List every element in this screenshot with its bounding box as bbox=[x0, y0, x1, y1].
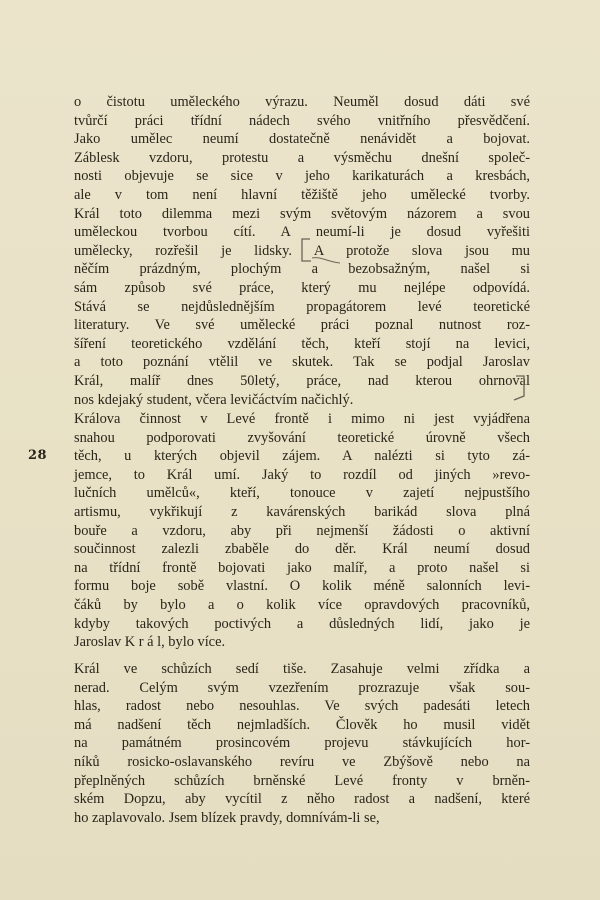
text-line: Záblesk vzdoru, protestu a výsměchu dnešní společ- bbox=[74, 149, 530, 166]
text-line: kdyby takových poctivých a důsledných lidí, jako je bbox=[74, 615, 530, 632]
text-line: Jako umělec neumí dostatečně nenávidět a bojovat. bbox=[74, 131, 530, 148]
text-line: nos kdejaký student, včera levičáctvím načichlý. bbox=[74, 391, 354, 408]
text-line: Králova činnost v Levé frontě i mimo ni jest vyjádřena bbox=[74, 411, 530, 427]
text-line: snahou podporovati zvyšování teoretické úrovně všech bbox=[74, 429, 530, 446]
text-line: hlas, radost nebo nesouhlas. Ve svých padesáti letech bbox=[74, 698, 530, 715]
text-line: čáků by bylo a o kolik více opravdových pracovníků, bbox=[74, 596, 530, 613]
text-line: Král toto dilemma mezi svým světovým názorem a svou bbox=[74, 205, 530, 222]
text-line: součinnost zalezli zbaběle do děr. Král neumí dosud bbox=[74, 541, 530, 558]
text-line: na třídní frontě bojovati jako malíř, a proto našel si bbox=[74, 559, 530, 576]
text-line: literatury. Ve své umělecké práci poznal nutnost roz- bbox=[74, 317, 530, 334]
paragraph-3 bbox=[74, 660, 530, 827]
text-line: ale v tom není hlavní těžiště jeho umělecké tvorby. bbox=[74, 186, 530, 203]
text-line: a toto poznání vtělil ve skutek. Tak se podjal Jaroslav bbox=[74, 354, 530, 371]
text-line: níků rosicko-oslavanského revíru ve Zbýšově nebo na bbox=[74, 753, 530, 770]
text-line: o čistotu uměleckého výrazu. Neuměl dosud dáti své bbox=[74, 94, 530, 110]
text-line: něčím prázdným, plochým a bezobsažným, našel si bbox=[74, 261, 530, 278]
text-line: na památném prosincovém projevu stávkujících hor- bbox=[74, 735, 530, 752]
paragraph-2 bbox=[74, 410, 530, 652]
text-line: Jaroslav K r á l, bylo více. bbox=[74, 634, 226, 651]
text-line: Stává se nejdůslednějším propagátorem levé teoretické bbox=[74, 298, 530, 315]
text-line: uměleckou tvorbou cítí. A neumí-li je dosud vyřešiti bbox=[74, 224, 530, 241]
text-line: jemce, to Král umí. Jaký to rozdíl od jiných »revo- bbox=[74, 466, 530, 483]
text-line: Král, malíř dnes 50letý, práce, nad kterou ohrnoval bbox=[74, 372, 530, 389]
text-line: ském Dopzu, aby vycítil z něho radost a nadšení, které bbox=[74, 791, 530, 808]
text-line: Král ve schůzích sedí tiše. Zasahuje velmi zřídka a bbox=[74, 661, 530, 677]
page-number: 28 bbox=[28, 448, 48, 463]
text-line: lučních umělců«, kteří, tonouce v zajetí nejpustšího bbox=[74, 485, 530, 502]
text-line: šíření teoretického vzdělání těch, kteří stojí na levici, bbox=[74, 335, 530, 352]
text-line: přeplněných schůzích brněnské Levé fronty v brněn- bbox=[74, 772, 530, 789]
text-line: nerad. Celým svým vzezřením prozrazuje však sou- bbox=[74, 679, 530, 696]
text-line: umělecky, rozřešil je lidsky. A protože slova jsou mu bbox=[74, 242, 530, 259]
text-line: formu boje sobě vlastní. O kolik méně salonních levi- bbox=[74, 578, 530, 595]
text-line: tvůrčí práci třídní nádech svého vnitřního přesvědčení. bbox=[74, 112, 530, 129]
paragraph-1 bbox=[74, 93, 530, 409]
text-line: nosti objevuje se sice v jeho karikaturách a kresbách, bbox=[74, 168, 530, 185]
text-line: artismu, vykřikují z kavárenských barikád slova plná bbox=[74, 503, 530, 520]
text-line: těch, u kterých objevil zájem. A nalézti si tyto zá- bbox=[74, 448, 530, 465]
text-line: má nadšení těch nejmladších. Člověk ho musil vidět bbox=[74, 716, 530, 733]
text-line: ho zaplavovalo. Jsem blízek pravdy, domnívám-li se, bbox=[74, 809, 380, 826]
text-line: sám způsob své práce, který mu nejlépe odpovídá. bbox=[74, 279, 530, 296]
text-line: bouře a vzdoru, aby při nejmenší žádosti o aktivní bbox=[74, 522, 530, 539]
